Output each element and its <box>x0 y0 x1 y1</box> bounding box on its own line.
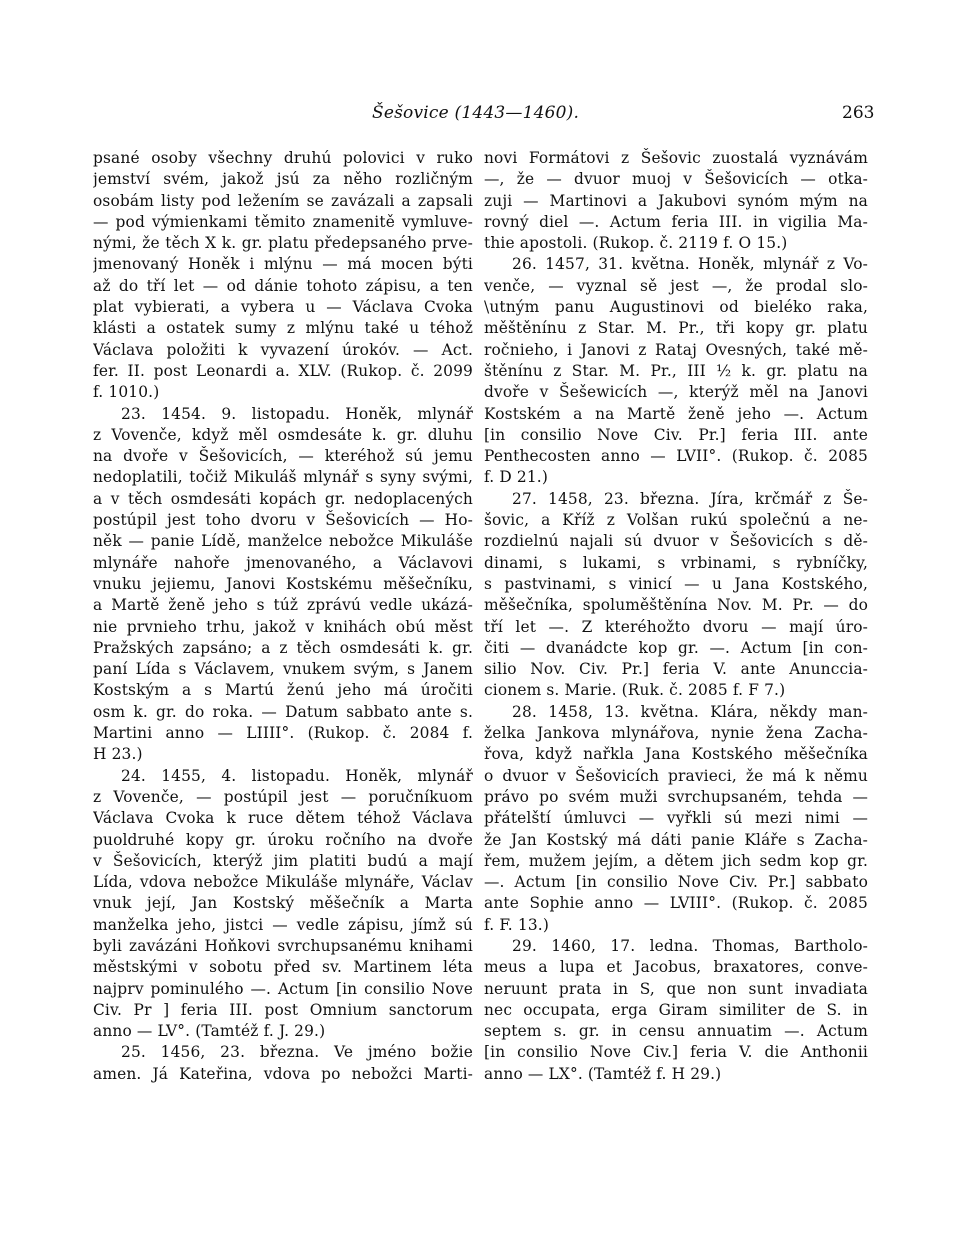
text-line: byli zavázáni Hoňkovi svrchupsanému knihami <box>93 936 473 955</box>
text-line: že Jan Kostský má dáti panie Kláře s Zacha- <box>484 830 868 849</box>
page-number: 263 <box>842 103 875 123</box>
text-line: f. 1010.) <box>93 383 160 402</box>
text-line: psané osoby všechny druhú polovici v ruko <box>93 149 473 167</box>
text-line: dinami, s lukami, s vrbinami, s rybníčky, <box>484 553 868 572</box>
text-line: štěnínu z Star. M. Pr., III ½ k. gr. platu na <box>484 361 868 380</box>
text-line: klásti a ostatek sumy z mlýnu také u téhož <box>93 319 473 338</box>
text-line: právo po svém muži svrchupsaném, tehda — <box>484 787 868 806</box>
text-line: Václava položiti k vyvazení úrokóv. — Act. <box>93 340 473 359</box>
text-line: šovic, a Kříž z Volšan rukú společnú a ne- <box>484 511 868 530</box>
text-line: měšečníka, spoluměštěnína Nov. M. Pr. — do <box>484 596 868 615</box>
text-line: nie prvnieho trhu, jakož v knihách obú měst <box>93 617 473 636</box>
text-line: městskými v sobotu před sv. Martinem léta <box>93 958 473 977</box>
text-line: silio Nov. Civ. Pr.] feria V. ante Anunccia- <box>484 660 868 679</box>
text-line: f. D 21.) <box>484 468 548 487</box>
text-line: H 23.) <box>93 745 143 764</box>
text-line: novi Formátovi z Šešovic zuostalá vyznávám <box>484 149 868 167</box>
text-line: [in consilio Nove Civ.] feria V. die Anthonii <box>484 1043 868 1062</box>
text-line: septem s. gr. in censu annuatim —. Actum <box>484 1022 868 1041</box>
text-line: s pastvinami, s vinicí — u Jana Kostského, <box>484 574 868 593</box>
text-line: Penthecosten anno — LVII°. (Rukop. č. 2085 <box>484 447 868 466</box>
text-line: —. Actum [in consilio Nove Civ. Pr.] sabbato <box>484 873 868 892</box>
text-line: 24. 1455, 4. listopadu. Honěk, mlynář <box>121 766 473 785</box>
right-column <box>484 148 868 1085</box>
text-line: Kostském a na Martě ženě jeho —. Actum <box>484 404 868 423</box>
text-line: postúpil jest toho dvoru v Šešovicích — Ho- <box>93 511 473 530</box>
text-line: a v těch osmdesáti kopách gr. nedoplacených <box>93 489 473 508</box>
text-line: a Martě ženě jeho s túž zprávú vedle ukázá- <box>93 596 473 615</box>
text-line: venče, — vyznal sě jest —, že prodal slo- <box>484 276 868 295</box>
text-line: anno — LV°. (Tamtéž f. J. 29.) <box>93 1022 326 1041</box>
text-line: nec occupata, erga Giram similiter de S. in <box>484 1000 868 1019</box>
text-line: z Vovenče, — postúpil jest — poručníkuom <box>93 787 473 806</box>
text-line: cionem s. Marie. (Ruk. č. 2085 f. F 7.) <box>484 681 786 700</box>
text-line: Civ. Pr ] feria III. post Omnium sanctorum <box>93 1000 473 1019</box>
text-line: želka Jankova mlynářova, nynie žena Zacha- <box>484 724 868 743</box>
text-line: něk — panie Lídě, manželce nebožce Mikuláše <box>93 532 473 551</box>
text-line: 28. 1458, 13. května. Klára, někdy man- <box>512 702 868 721</box>
text-line: ročnieho, i Janovi z Rataj Ovesných, také mě- <box>484 340 868 359</box>
text-line: \utným panu Augustinovi od bieléko raka, <box>484 298 868 317</box>
text-line: rozdielnú najali sú dvuor v Šešovicích s dě- <box>484 532 868 551</box>
text-line: anno — LX°. (Tamtéž f. H 29.) <box>484 1064 722 1083</box>
text-line: osm k. gr. do roka. — Datum sabbato ante s. <box>93 702 473 721</box>
text-line: dvoře v Šešewicích —, kterýž měl na Janovi <box>484 383 868 402</box>
text-line: Martini anno — LIIII°. (Rukop. č. 2084 f. <box>93 724 473 743</box>
text-line: najprv pominulého —. Actum [in consilio Nove <box>93 979 473 998</box>
text-line: tří let —. Z kteréhožto dvoru — mají úro- <box>484 617 868 636</box>
text-line: čiti — dvanádcte kop gr. —. Actum [in con- <box>484 638 868 657</box>
text-line: Václava Cvoka k ruce dětem téhož Václava <box>93 809 473 828</box>
text-line: vnuku jejiemu, Janovi Kostskému měšečníku, <box>93 574 473 593</box>
text-line: jmenovaný Honěk i mlýnu — má mocen býti <box>93 255 473 274</box>
text-line: f. F. 13.) <box>484 915 549 934</box>
running-head <box>0 103 960 133</box>
text-line: v Šešovicích, kterýž jim platiti budú a mají <box>93 851 473 870</box>
text-line: řova, když nařkla Jana Kostského měšečníka <box>484 745 868 764</box>
text-line: —, že — dvuor muoj v Šešovicích — otka- <box>484 170 868 189</box>
text-line: meus a lupa et Jacobus, braxatores, conve- <box>484 958 868 977</box>
text-line: — pod výmienkami těmito znamenitě vymluve- <box>93 212 473 231</box>
text-line: řem, mužem jejím, a dětem jich sedm kop gr. <box>484 851 868 870</box>
text-line: přátelští úmluvci — vyřkli sú mezi nimi — <box>484 809 868 828</box>
text-line: osobám listy pod ležením se zavázali a zapsali <box>93 191 473 210</box>
text-line: amen. Já Kateřina, vdova po nebožci Marti- <box>93 1064 473 1083</box>
text-line: 23. 1454. 9. listopadu. Honěk, mlynář <box>121 404 473 423</box>
text-line: neruunt prata in S, que non sunt invadiata <box>484 979 868 998</box>
text-line: až do tří let — od dánie tohoto zápisu, a ten <box>93 276 473 295</box>
text-line: zuji — Martinovi a Jakubovi synóm mým na <box>484 191 868 210</box>
text-line: na dvoře v Šešovicích, — kteréhož sú jemu <box>93 447 473 466</box>
text-line: nými, že těch X k. gr. platu předepsaného prve- <box>93 234 473 253</box>
text-line: vnuk její, Jan Kostský měšečník a Marta <box>93 894 473 913</box>
text-line: puoldruhé kopy gr. úroku ročního na dvoře <box>93 830 473 849</box>
text-line: mlynáře nahoře jmenovaného, a Václavovi <box>93 553 473 572</box>
left-column <box>93 148 473 1085</box>
text-line: o dvuor v Šešovicích pravieci, že má k němu <box>484 766 868 785</box>
running-title: Šešovice (1443—1460). <box>372 103 580 123</box>
text-line: jemství svém, jakož jsú za něho rozličným <box>93 170 473 189</box>
text-line: 26. 1457, 31. května. Honěk, mlynář z Vo- <box>512 255 868 274</box>
text-line: paní Lída s Václavem, vnukem svým, s Janem <box>93 660 473 679</box>
text-line: z Vovenče, když měl osmdesáte k. gr. dluhu <box>93 425 473 444</box>
text-line: Pražských zapsáno; a z těch osmdesáti k. gr. <box>93 638 473 657</box>
text-line: thie apostoli. (Rukop. č. 2119 f. O 15.) <box>484 234 788 253</box>
text-line: nedoplatili, točiž Mikuláš mlynář s syny svými, <box>93 468 473 487</box>
text-line: rovný diel —. Actum feria III. in vigilia Ma- <box>484 212 868 231</box>
text-line: Lída, vdova nebožce Mikuláše mlynáře, Václav <box>93 873 473 892</box>
text-line: [in consilio Nove Civ. Pr.] feria III. ante <box>484 425 868 444</box>
text-line: měštěnínu z Star. M. Pr., tři kopy gr. platu <box>484 319 868 338</box>
text-line: manželka jeho, jistci — vedle zápisu, jímž sú <box>93 915 473 934</box>
text-line: 27. 1458, 23. března. Jíra, krčmář z Še- <box>512 489 868 508</box>
text-line: Kostským a s Martú ženú jeho má úročiti <box>93 681 473 700</box>
text-line: 29. 1460, 17. ledna. Thomas, Bartholo- <box>512 936 868 955</box>
text-line: fer. II. post Leonardi a. XLV. (Rukop. č. 2099 <box>93 361 473 380</box>
text-line: plat vybierati, a vybera u — Václava Cvoka <box>93 298 473 317</box>
text-line: 25. 1456, 23. března. Ve jméno božie <box>121 1043 473 1062</box>
text-line: ante Sophie anno — LVIII°. (Rukop. č. 2085 <box>484 894 868 913</box>
